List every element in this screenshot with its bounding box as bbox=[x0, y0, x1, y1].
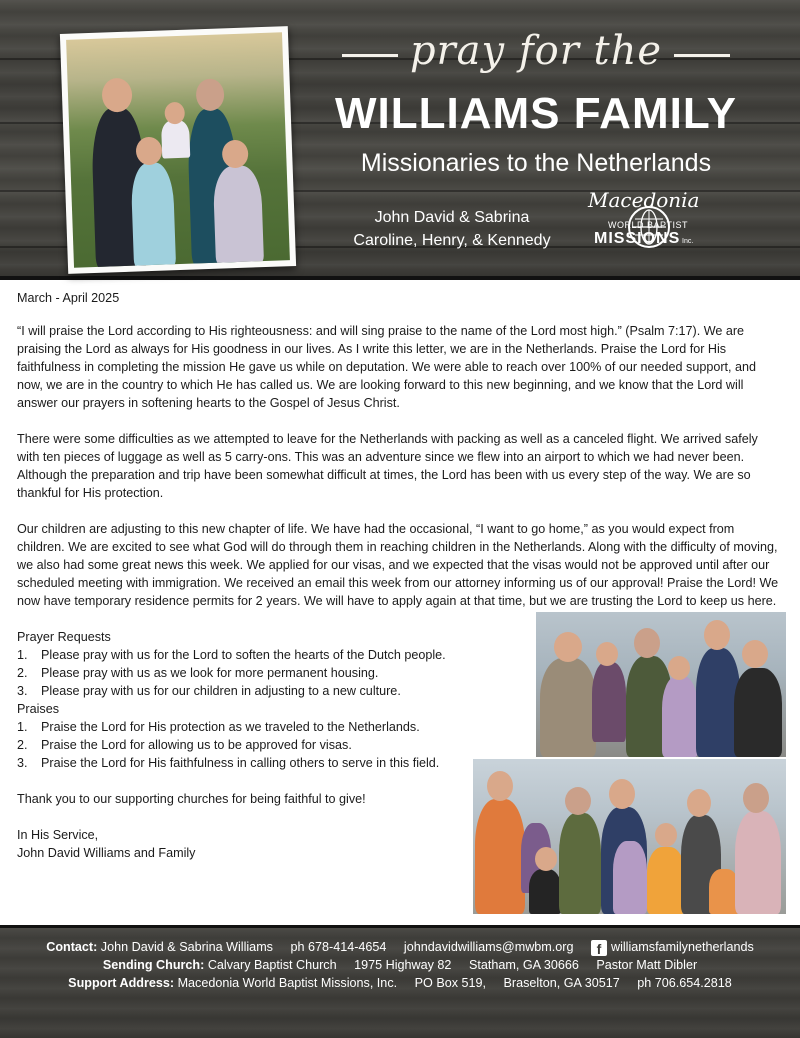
paragraph-1: “I will praise the Lord according to His righteousness: and will sing praise to the name of the Lord most high.” (Psalm 7:17). We are praising the Lord as always for His goodness in our lives. As I write this letter, we are in the Netherlands. Praise the Lord for His faithfulness in completing the mission He gave us while on deputation. We were able to reach over 100% of our needed support, and now, we are in the country to which He has called us. We are looking forward to this new beginning, and we know that the Lord will answer our prayers in softening hearts to the Gospel of Jesus Christ. bbox=[17, 324, 757, 410]
contact-name: John David & Sabrina Williams bbox=[100, 940, 273, 954]
support-org: Macedonia World Baptist Missions, Inc. bbox=[177, 976, 398, 990]
facebook-handle[interactable]: williamsfamilynetherlands bbox=[610, 940, 754, 954]
prayer-requests-heading: Prayer Requests bbox=[17, 630, 111, 644]
family-title: WILLIAMS FAMILY bbox=[334, 89, 738, 138]
logo-sub-text: WORLD BAPTIST bbox=[607, 220, 688, 230]
sending-church-row: Sending Church: Calvary Baptist Church 1975 Highway 82 Statham, GA 30666 Pastor Matt Dibler bbox=[102, 958, 698, 972]
pray-for-script: pray for the bbox=[409, 28, 663, 74]
macedonia-logo bbox=[586, 186, 710, 268]
children-names: Caroline, Henry, & Kennedy bbox=[353, 232, 551, 249]
letter-date: March - April 2025 bbox=[17, 291, 120, 305]
missionary-subtitle: Missionaries to the Netherlands bbox=[360, 149, 712, 177]
list-item: 2. Please pray with us as we look for more permanent housing. bbox=[17, 666, 379, 680]
family-names bbox=[346, 206, 558, 252]
church-name: Calvary Baptist Church bbox=[207, 958, 337, 972]
list-item: 3. Praise the Lord for His faithfulness in calling others to serve in this field. bbox=[17, 756, 440, 770]
support-box: PO Box 519, bbox=[414, 976, 487, 990]
thanks-text: Thank you to our supporting churches for being faithful to give! bbox=[17, 792, 366, 806]
family-group-photo bbox=[473, 759, 786, 914]
contact-email[interactable]: johndavidwilliams@mwbm.org bbox=[403, 940, 574, 954]
prayer-requests-list bbox=[17, 646, 487, 700]
logo-inc-text: Inc. bbox=[682, 238, 694, 245]
signature-text: John David Williams and Family bbox=[17, 846, 196, 860]
list-item: 3. Please pray with us for our children in adjusting to a new culture. bbox=[17, 684, 401, 698]
header-banner bbox=[0, 0, 800, 280]
list-item: 1. Please pray with us for the Lord to soften the hearts of the Dutch people. bbox=[17, 648, 446, 662]
support-city: Braselton, GA 30517 bbox=[503, 976, 620, 990]
church-city: Statham, GA 30666 bbox=[468, 958, 579, 972]
praises-heading: Praises bbox=[17, 702, 59, 716]
airport-group-photo bbox=[536, 612, 786, 757]
closing-text: In His Service, bbox=[17, 828, 99, 842]
footer-contact bbox=[0, 925, 800, 1038]
contact-row: Contact: John David & Sabrina Williams ph 678-414-4654 johndavidwilliams@mwbm.org f williamsfamilynetherlands bbox=[46, 940, 754, 957]
paragraph-3: Our children are adjusting to this new chapter of life. We have had the occasional, “I want to go home,” as you would expect from children. We are excited to see what God will do through them in reaching children in the Netherlands. Along with the difficulty of moving, we also had some great news this week. We applied for our visas, and we expected that the visas would not be approved until after our scheduled meeting with immigration. We received an email this week from our attorney informing us of our approval! Praise the Lord! We now have temporary residence permits for 2 years. We will have to apply again at that time, but we are trusting the Lord to keep us here. bbox=[17, 522, 779, 608]
list-item: 1. Praise the Lord for His protection as we traveled to the Netherlands. bbox=[17, 720, 420, 734]
church-pastor: Pastor Matt Dibler bbox=[596, 958, 698, 972]
logo-script-text: Macedonia bbox=[588, 188, 700, 212]
paragraph-2: There were some difficulties as we attempted to leave for the Netherlands with packing as well as a canceled flight. We arrived safely with ten pieces of luggage as well as 5 carry-ons. This was an adventure since we flew into an airport to which we had never been. Although the preparation and trip have been somewhat difficult at times, the Lord has been with us every step of the way. We are so thankful for His protection. bbox=[17, 432, 758, 500]
support-phone[interactable]: ph 706.654.2818 bbox=[637, 976, 732, 990]
family-photo bbox=[60, 26, 296, 274]
contact-phone[interactable]: ph 678-414-4654 bbox=[290, 940, 387, 954]
church-address: 1975 Highway 82 bbox=[354, 958, 452, 972]
parents-names: John David & Sabrina bbox=[374, 209, 530, 226]
logo-main-text: MISSIONS bbox=[594, 230, 681, 247]
praises-list bbox=[17, 718, 487, 772]
list-item: 2. Praise the Lord for allowing us to be approved for visas. bbox=[17, 738, 352, 752]
facebook-icon: f bbox=[591, 940, 607, 956]
support-address-row: Support Address: Macedonia World Baptist Missions, Inc. PO Box 519, Braselton, GA 30517 ph 706.654.2818 bbox=[68, 976, 732, 990]
